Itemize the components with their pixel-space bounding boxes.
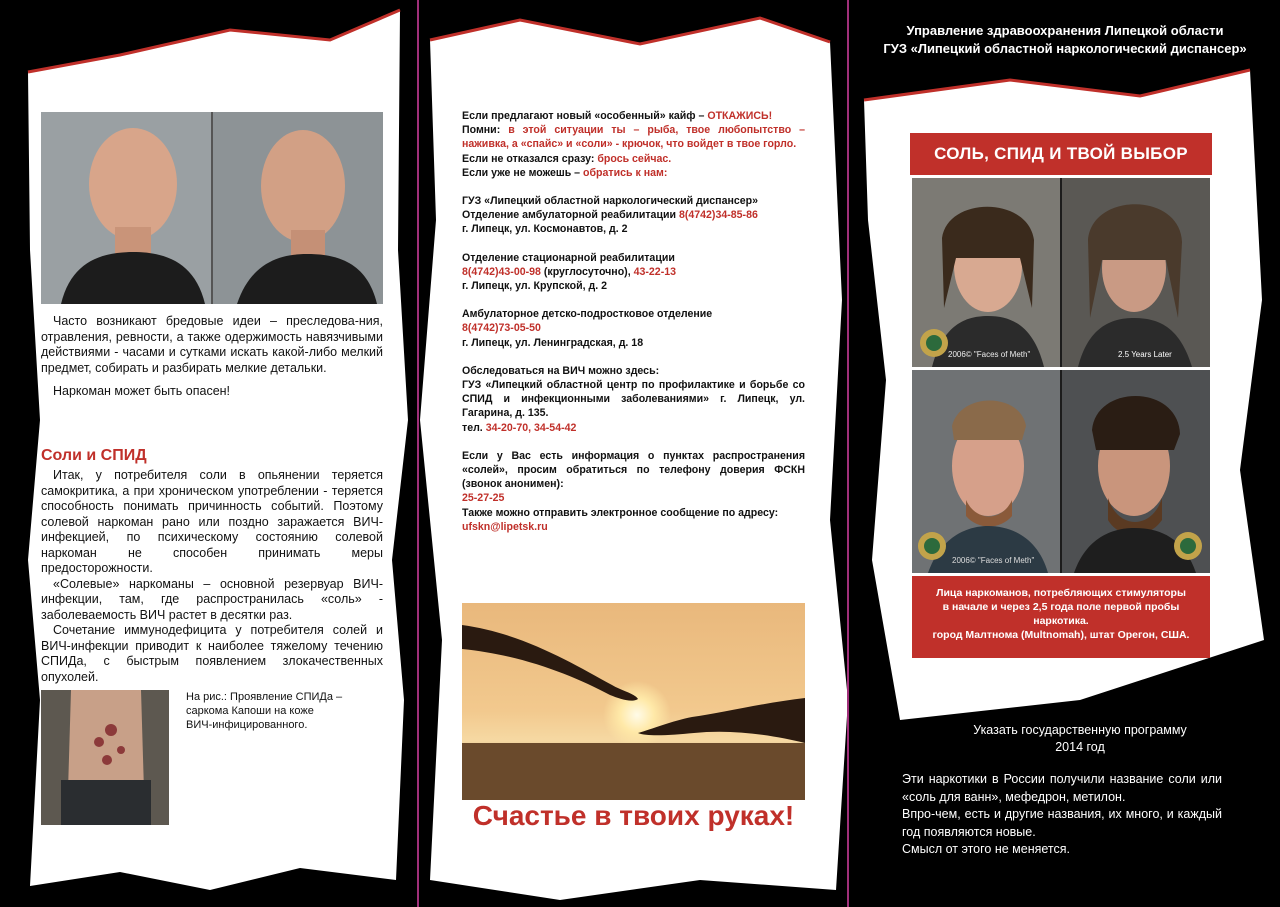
- program-note-2: 2014 год: [1055, 740, 1105, 754]
- title-banner: [910, 133, 1212, 175]
- photo-caption-line-2: саркома Капоши на коже: [186, 705, 314, 717]
- dept3-phone: 8(4742)73-05-50: [462, 322, 541, 335]
- dept2-address: г. Липецк, ул. Крупской, д. 2: [462, 280, 608, 293]
- danger-warning: Наркоман может быть опасен!: [53, 384, 231, 398]
- kaposi-sarcoma-photo: [41, 690, 169, 825]
- header-dispensary: ГУЗ «Липецкий областной наркологический диспансер»: [883, 41, 1247, 56]
- hiv-tel: 34-20-70, 34-54-42: [485, 421, 577, 434]
- salts-hiv-paragraph-3: Сочетание иммунодефицита у потребителя солей и ВИЧ-инфекции приводит к наиболее тяжелому течению СПИДа, с быстрым появлением злокачественных опухолей.: [41, 623, 383, 684]
- faces-photo-top: [912, 178, 1210, 367]
- photo-caption-line-1: На рис.: Проявление СПИДа –: [186, 691, 343, 703]
- hiv-tel-label: тел.: [462, 421, 486, 434]
- sunset-hands-photo: [462, 603, 805, 800]
- faces-caption-2: в начале и через 2,5 года поле первой пробы: [942, 601, 1180, 613]
- years-later-label: 2.5 Years Later: [1118, 350, 1172, 359]
- salts-hiv-paragraph-1: Итак, у потребителя соли в опьянении теряется самокритика, а при хроническом употреблении - теряется способность понимать причинность событий. Поэтому солевой наркоман рано или поздно заражается ВИЧ-инфекцией, по психическому состоянию солевой наркоман не способен принимать меры предосторожности.: [41, 468, 383, 575]
- quit-now-text: брось сейчас.: [597, 152, 672, 165]
- slogan: Счастье в твоих руках!: [472, 800, 795, 831]
- fskn-info-text: Если у Вас есть информация о пунктах распространения «солей», просим обратиться по телефону доверия ФСКН (звонок анонимен):: [462, 449, 805, 491]
- dept2-name: Отделение стационарной реабилитации: [462, 251, 675, 264]
- other-names-text: Впро-чем, есть и другие названия, их много, и каждый год появляются новые.: [902, 807, 1222, 839]
- refuse-text: ОТКАЖИСЬ!: [707, 110, 773, 122]
- dept1-phone: 8(4742)34-85-86: [678, 209, 758, 222]
- remember-text: в этой ситуации ты – рыба, твое любопытство – наживка, а «спайс» и «соли» - крючок, что войдет в твое горло.: [462, 124, 806, 151]
- salts-names-text: Эти наркотики в России получили название соли или «соль для ванн», мефедрон, метилон.: [902, 772, 1222, 804]
- dispensary-name: ГУЗ «Липецкий областной наркологический диспансер»: [462, 195, 759, 208]
- dept3-name: Амбулаторное детско-подростковое отделение: [462, 308, 713, 321]
- meaning-text: Смысл от этого не меняется.: [902, 842, 1071, 856]
- faces-caption-3: наркотика.: [1033, 615, 1089, 627]
- mugshot-photo: [41, 112, 383, 304]
- hiv-center-name: ГУЗ «Липецкий областной центр по профилактике и борьбе со СПИД и инфекционными заболеваниями» г. Липецк, ул. Гагарина, д. 135.: [462, 379, 805, 420]
- faces-photo-bottom: [912, 370, 1210, 573]
- dept3-address: г. Липецк, ул. Ленинградская, д. 18: [462, 336, 644, 349]
- section-title: Соли и СПИД: [41, 447, 147, 464]
- faces-caption-4: город Малтнома (Multnomah), штат Орегон, США.: [932, 629, 1190, 641]
- fskn-phone: 25-27-25: [462, 492, 505, 505]
- contact-us-text: обратись к нам:: [583, 166, 668, 179]
- cannot-label: Если уже не можешь –: [462, 166, 584, 179]
- dept2-phone-note: (круглосуточно),: [540, 265, 634, 278]
- email-address[interactable]: ufskn@lipetsk.ru: [462, 520, 548, 533]
- salts-hiv-paragraph-2: «Солевые» наркоманы – основной резервуар ВИЧ-инфекции, там, где распространилась «соль» - заболеваемость ВИЧ растет в десятки раз.: [41, 576, 383, 622]
- dept1-name: Отделение амбулаторной реабилитации: [462, 209, 679, 222]
- faces-watermark-1: 2006© "Faces of Meth": [948, 350, 1031, 359]
- hiv-testing-title: Обследоваться на ВИЧ можно здесь:: [462, 364, 660, 377]
- faces-caption-1: Лица наркоманов, потребляющих стимуляторы: [936, 587, 1186, 599]
- delusions-paragraph: Часто возникают бредовые идеи – преследова-ния, отравления, ревности, а также одержимость навязчивыми действиями - часами и сутками искать какой-либо мелкий предмет, собирать и разбирать мелкие детальки.: [41, 314, 383, 375]
- remember-label: Помни:: [462, 124, 509, 137]
- photo-caption-line-3: ВИЧ-инфицированного.: [186, 719, 308, 731]
- offer-text: Если предлагают новый «особенный» кайф –: [462, 110, 708, 122]
- email-text: Также можно отправить электронное сообщение по адресу:: [462, 506, 779, 519]
- header-ministry: Управление здравоохранения Липецкой области: [906, 23, 1224, 38]
- brochure-title: СОЛЬ, СПИД И ТВОЙ ВЫБОР: [934, 144, 1188, 163]
- dept2-phone-1: 8(4742)43-00-98: [462, 265, 541, 278]
- remember-line: [462, 123, 805, 151]
- faces-watermark-2: 2006© "Faces of Meth": [952, 556, 1035, 565]
- offer-line: [462, 109, 805, 123]
- program-note-1: Указать государственную программу: [973, 723, 1187, 737]
- not-refused-label: Если не отказался сразу:: [462, 152, 598, 165]
- dept1-address: г. Липецк, ул. Космонавтов, д. 2: [462, 223, 628, 236]
- dept2-phone-2: 43-22-13: [633, 265, 676, 278]
